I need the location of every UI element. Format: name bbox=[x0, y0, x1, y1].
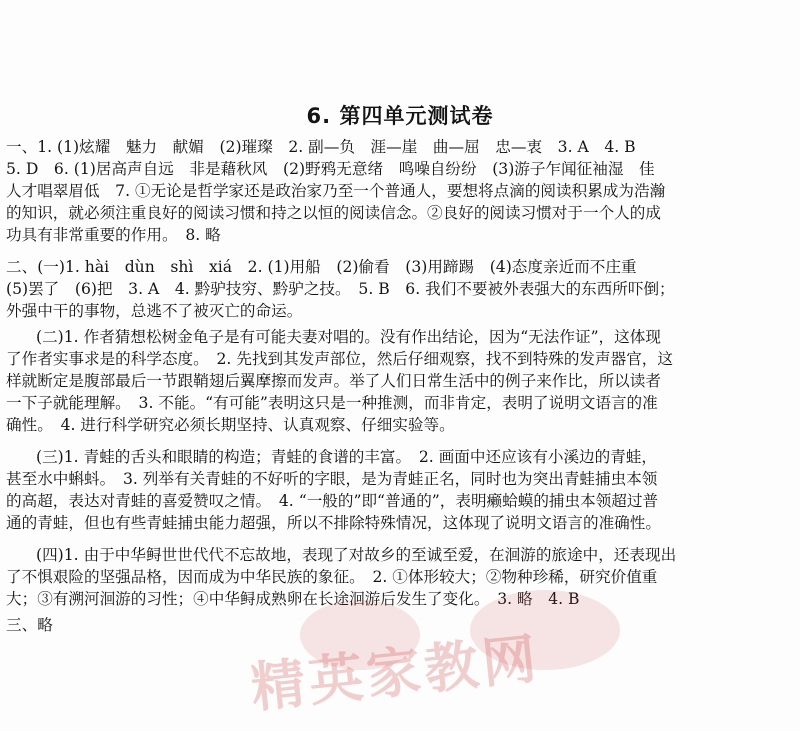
answer-line-21: 三、略 bbox=[6, 616, 53, 634]
answer-line-19: 了不惧艰险的坚强品格，因而成为中华民族的象征。 2. ①体形较大；②物种珍稀，研究价值重 bbox=[6, 568, 658, 586]
answer-line-1: 一、1. (1)炫耀 魅力 献媚 (2)璀璨 2. 副—负 涯—崖 曲—屈 忠—衷 3. A 4. B bbox=[6, 138, 636, 156]
answer-line-18: (四)1. 由于中华鲟世世代代不忘故地，表现了对故乡的至诚至爱，在洄游的旅途中，还表现出 bbox=[36, 546, 677, 564]
watermark: 精英家教网 bbox=[248, 626, 544, 720]
answer-line-15: 甚至水中蝌蚪。 3. 列举有关青蛙的不好听的字眼，是为青蛙正名，同时也为突出青蛙捕虫本领 bbox=[6, 470, 658, 488]
answer-line-7: (5)罢了 (6)把 3. A 4. 黔驴技穷、黔驴之技。 5. B 6. 我们不要被外表强大的东西所吓倒； bbox=[6, 280, 675, 298]
answer-line-4: 的知识，就必须注重良好的阅读习惯和持之以恒的阅读信念。②良好的阅读习惯对于一个人的成 bbox=[6, 204, 661, 222]
answer-line-14: (三)1. 青蛙的舌头和眼睛的构造；青蛙的食谱的丰富。 2. 画面中还应该有小溪边的青蛙， bbox=[36, 448, 658, 466]
answer-line-11: 样就断定是腹部最后一节跟鞘翅后翼摩擦而发声。举了人们日常生活中的例子来作比，所以读者 bbox=[6, 372, 661, 390]
answer-line-12: 一下子就能理解。 3. 不能。“有可能”表明这只是一种推测，而非肯定，表明了说明文语言的准 bbox=[6, 394, 658, 412]
answer-line-2: 5. D 6. (1)居高声自远 非是藉秋风 (2)野鸦无意绪 鸣噪自纷纷 (3)游子乍闻征袖湿 佳 bbox=[6, 160, 655, 178]
page-title: 6. 第四单元测试卷 bbox=[306, 104, 494, 128]
answer-line-20: 大；③有溯河洄游的习性；④中华鲟成熟卵在长途洄游后发生了变化。 3. 略 4. B bbox=[6, 590, 580, 608]
answer-line-16: 的高超，表达对青蛙的喜爱赞叹之情。 4. “一般的”即“普通的”，表明癞蛤蟆的捕虫本领超过普 bbox=[6, 492, 659, 510]
answer-line-10: 了作者实事求是的科学态度。 2. 先找到其发声部位，然后仔细观察，找不到特殊的发声器官，这 bbox=[6, 350, 673, 368]
answer-line-5: 功具有非常重要的作用。 8. 略 bbox=[6, 226, 221, 244]
answer-line-9: (二)1. 作者猜想松树金龟子是有可能夫妻对唱的。没有作出结论，因为“无法作证”，这体现 bbox=[36, 328, 661, 346]
answer-line-6: 二、(一)1. hài dùn shì xiá 2. (1)用船 (2)偷看 (3)用蹄踢 (4)态度亲近而不庄重 bbox=[6, 258, 637, 276]
answer-line-8: 外强中干的事物，总逃不了被灭亡的命运。 bbox=[6, 302, 303, 320]
answer-line-3: 人才唱翠眉低 7. ①无论是哲学家还是政治家乃至一个普通人，要想将点滴的阅读积累成为浩瀚 bbox=[6, 182, 666, 200]
answer-line-13: 确性。 4. 进行科学研究必须长期坚持、认真观察、仔细实验等。 bbox=[6, 416, 455, 434]
answer-line-17: 通的青蛙，但也有些青蛙捕虫能力超强，所以不排除特殊情况，这体现了说明文语言的准确性。 bbox=[6, 514, 661, 532]
